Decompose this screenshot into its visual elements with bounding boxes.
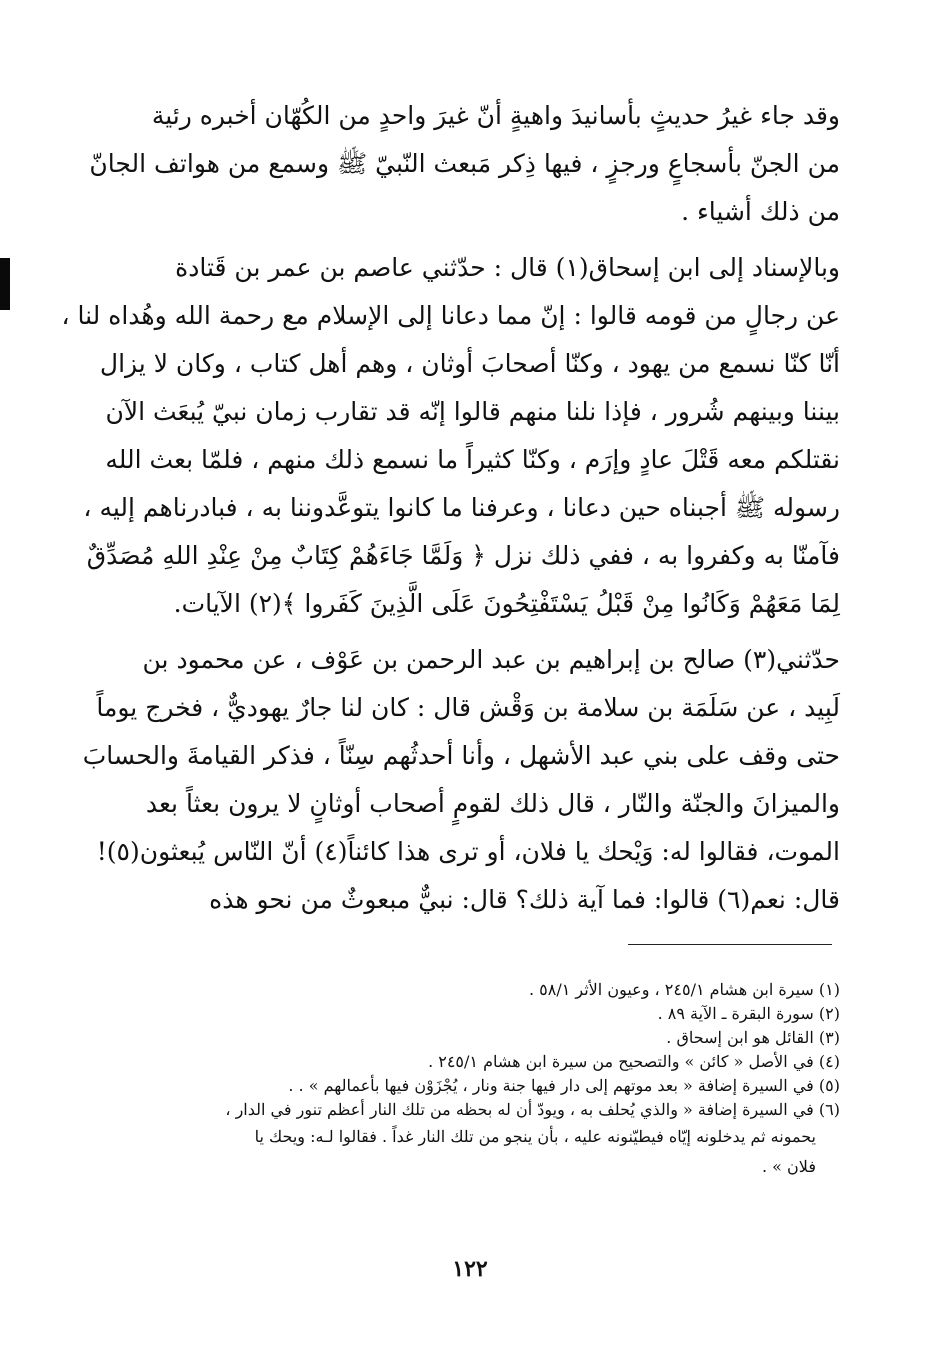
text-line: من الجنّ بأسجاعٍ ورجزٍ ، فيها ذِكر مَبعث النّبيّ ﷺ وسمع من هواتف الجانّ — [89, 149, 840, 178]
footnote-1: (١) سيرة ابن هشام ٢٤٥/١ ، وعيون الأثر ٥٨/١ . — [528, 980, 840, 999]
text-line: الموت، فقالوا له: وَيْحك يا فلان، أو ترى هذا كائناً(٤) أنّ النّاس يُبعثون(٥)! — [96, 837, 840, 866]
text-line: رسوله ﷺ أجبناه حين دعانا ، وعرفنا ما كانوا يتوعَّدوننا به ، فبادرناهم إليه ، — [83, 493, 840, 522]
text-line: لِمَا مَعَهُمْ وَكَانُوا مِنْ قَبْلُ يَسْتَفْتِحُونَ عَلَى الَّذِينَ كَفَروا ﴾(٢) الآيات. — [173, 589, 840, 618]
footnote-2: (٢) سورة البقرة ـ الآية ٨٩ . — [657, 1004, 840, 1023]
text-line: من ذلك أشياء . — [681, 197, 840, 226]
text-line: نقتلكم معه قَتْلَ عادٍ وإرَم ، وكنّا كثيراً ما نسمع ذلك منهم ، فلمّا بعث الله — [105, 445, 840, 474]
text-line: قال: نعم(٦) قالوا: فما آية ذلك؟ قال: نبيٌّ مبعوثٌ من نحو هذه — [209, 885, 840, 914]
text-line: بيننا وبينهم شُرور ، فإذا نلنا منهم قالوا إنّه قد تقارب زمان نبيّ يُبعَث الآن — [105, 397, 840, 426]
text-line: لَبِيد ، عن سَلَمَة بن سلامة بن وَقْش قال : كان لنا جارٌ يهوديٌّ ، فخرج يوماً — [96, 693, 840, 722]
footnote-4: (٤) في الأصل « كائن » والتصحيح من سيرة ابن هشام ٢٤٥/١ . — [428, 1052, 840, 1071]
footnote-6-continuation: يحمونه ثم يدخلونه إيّاه فيطيّنونه عليه ، بأن ينجو من تلك النار غداً . فقالوا لـه: ويحك يا — [254, 1127, 816, 1146]
paragraph-1 — [89, 92, 840, 236]
paragraph-3 — [82, 636, 840, 924]
text-line: حدّثني(٣) صالح بن إبراهيم بن عبد الرحمن بن عَوْف ، عن محمود بن — [142, 645, 840, 674]
footnote-6: (٦) في السيرة إضافة « والذي يُحلف به ، ويودّ أن له بحظه من تلك النار أعظم تنور في الدار ، — [225, 1100, 840, 1119]
text-line: أنّا كنّا نسمع من يهود ، وكنّا أصحابَ أوثان ، وهم أهل كتاب ، وكان لا يزال — [99, 349, 840, 378]
paragraph-2 — [61, 244, 840, 628]
footnote-separator — [628, 944, 832, 945]
page-number: ١٢٢ — [452, 1256, 488, 1282]
text-line: وبالإسناد إلى ابن إسحاق(١) قال : حدّثني عاصم بن عمر بن قَتادة — [175, 253, 840, 282]
text-line: والميزانَ والجنّة والنّار ، قال ذلك لقومٍ أصحاب أوثانٍ لا يرون بعثاً بعد — [145, 789, 840, 818]
footnote-6-continuation: فلان » . — [762, 1157, 816, 1176]
footnotes — [130, 978, 840, 1182]
text-line: فآمنّا به وكفروا به ، ففي ذلك نزل ﴿ وَلَمَّا جَاءَهُمْ كِتَابٌ مِنْ عِنْدِ اللهِ مُصَدِّقٌ — [86, 541, 840, 570]
footnote-5: (٥) في السيرة إضافة « بعد موتهم إلى دار فيها جنة ونار ، يُجْزَوْن فيها بأعمالهم » . . — [288, 1076, 840, 1095]
scan-edge-mark — [0, 258, 10, 310]
footnote-3: (٣) القائل هو ابن إسحاق . — [666, 1028, 840, 1047]
text-line: وقد جاء غيرُ حديثٍ بأسانيدَ واهيةٍ أنّ غيرَ واحدٍ من الكُهّان أخبره رئية — [151, 101, 840, 130]
text-line: حتى وقف على بني عبد الأشهل ، وأنا أحدثُهم سِنّاً ، فذكر القيامةَ والحسابَ — [82, 741, 840, 770]
main-text — [61, 92, 840, 924]
text-line: عن رجالٍ من قومه قالوا : إنّ مما دعانا إلى الإسلام مع رحمة الله وهُداه لنا ، — [61, 301, 840, 330]
